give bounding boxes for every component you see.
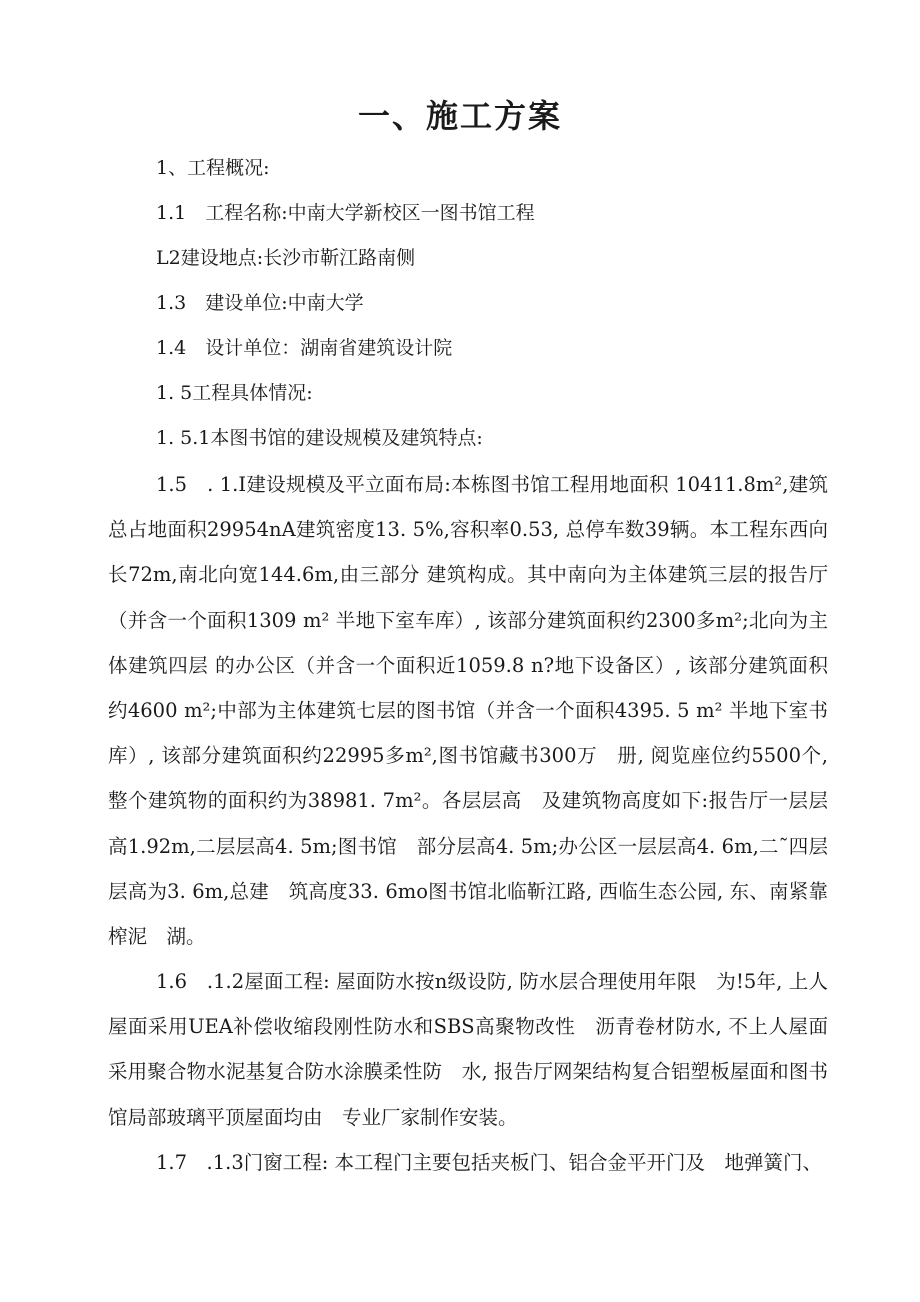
- section-heading-overview: 1、工程概况:: [156, 157, 270, 179]
- paragraph-roof-works: 1.6 .1.2屋面工程: 屋面防水按n级设防, 防水层合理使用年限 为!5年, 上人屋面采用UEA补偿收缩段刚性防水和SBS高聚物改性 沥青卷材防水, 不上人屋面采用聚合物水泥基复合防水涂膜柔性防 水, 报告厅网架结构复合铝塑板屋面和图书馆局部玻璃平顶屋面均由 专业厂家制作安装。: [108, 970, 828, 1129]
- page-title: 一、施工方案: [357, 97, 562, 135]
- line-construction-unit: 1.3 建设单位:中南大学: [156, 292, 364, 314]
- line-design-unit: 1.4 设计单位：湖南省建筑设计院: [156, 337, 453, 359]
- line-scale-features: 1. 5.1本图书馆的建设规模及建筑特点:: [156, 427, 483, 449]
- line-project-details: 1. 5工程具体情况:: [156, 382, 313, 404]
- paragraph-building-scale: 1.5 . 1.I建设规模及平立面布局:本栋图书馆工程用地面积 10411.8m²,建筑总占地面积29954nA建筑密度13. 5%,容积率0.53, 总停车数39辆。本工程东西向长72m,南北向宽144.6m,由三部分 建筑构成。其中南向为主体建筑三层的报告厅（并含一个面积1309 m² 半地下室车库）, 该部分建筑面积约2300多m²;北向为主体建筑四层 的办公区（并含一个面积近1059.8 n?地下设备区）, 该部分建筑面积 约4600 m²;中部为主体建筑七层的图书馆（并含一个面积4395. 5 m² 半地下室书库）, 该部分建筑面积约22995多m²,图书馆藏书300万 册, 阅览座位约5500个, 整个建筑物的面积约为38981. 7m²。各层层高 及建筑物高度如下:报告厅一层层高1.92m,二层层高4. 5m;图书馆 部分层高4. 5m;办公区一层层高4. 6m,二˜四层层高为3. 6m,总建 筑高度33. 6mo图书馆北临靳江路, 西临生态公园, 东、南紧靠榨泥 湖。: [108, 473, 848, 949]
- line-construction-site: L2建设地点:长沙市靳江路南侧: [156, 247, 416, 269]
- line-project-name: 1.1 工程名称:中南大学新校区一图书馆工程: [156, 202, 535, 224]
- paragraph-door-window-works: 1.7 .1.3门窗工程: 本工程门主要包括夹板门、铝合金平开门及 地弹簧门、: [156, 1151, 822, 1174]
